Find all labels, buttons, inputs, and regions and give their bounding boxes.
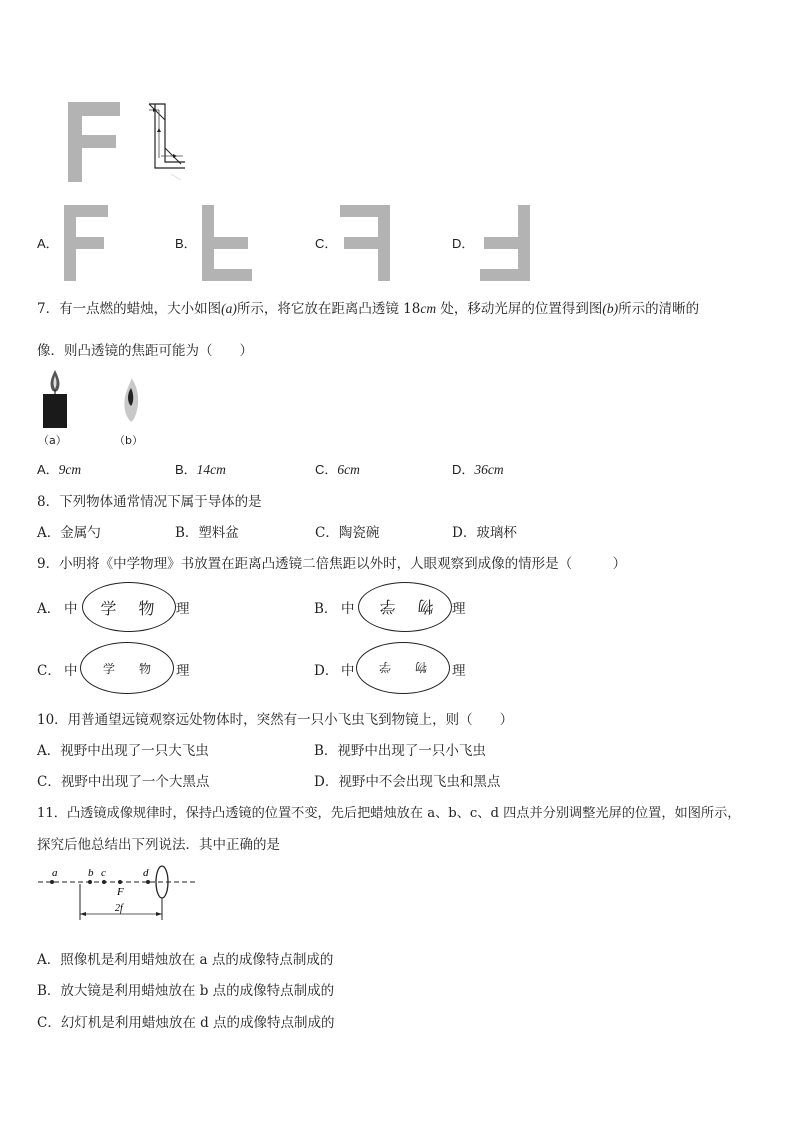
q10-option-d: D．视野中不会出现飞虫和黑点 <box>314 774 501 790</box>
letter-f-original <box>66 100 126 186</box>
q9-option-c-image-text: 学 物 <box>102 662 151 676</box>
q7-option-a: A．9cm <box>37 462 82 477</box>
lens-axis-diagram <box>38 860 203 924</box>
point-a-label: a <box>52 867 58 879</box>
focus-f-label: F <box>117 886 124 898</box>
figure-b-label: （b） <box>114 434 143 447</box>
q7-option-d: D．36cm <box>452 462 504 477</box>
q9-option-c-right-char: 理 <box>176 663 190 679</box>
q6-option-c-figure <box>338 203 392 283</box>
q9-option-b-right-char: 理 <box>452 601 466 617</box>
candle-figure-a <box>40 368 70 430</box>
q11-option-b: B．放大镜是利用蜡烛放在 b 点的成像特点制成的 <box>37 983 335 999</box>
point-b-label: b <box>88 867 94 879</box>
q8-option-a: A．金属勺 <box>37 525 101 541</box>
q11-stem-line1: 11．凸透镜成像规律时，保持凸透镜的位置不变，先后把蜡烛放在 a、b、c、d 四点并分别调整光屏的位置，如图所示， <box>37 806 741 821</box>
two-f-label: 2f <box>115 903 123 914</box>
q6-option-b-letter: B． <box>175 236 197 251</box>
q9-option-d-letter: D． <box>314 663 339 679</box>
q6-option-a-figure <box>62 203 110 283</box>
q7-option-b: B．14cm <box>175 462 226 477</box>
q10-stem: 10．用普通望远镜观察远处物体时，突然有一只小飞虫飞到物镜上，则（ ） <box>37 712 514 728</box>
q6-option-c-letter: C． <box>315 236 338 251</box>
q9-option-d-right-char: 理 <box>452 663 466 679</box>
q10-option-a: A．视野中出现了一只大飞虫 <box>37 743 209 759</box>
q7-option-c: C．6cm <box>315 462 360 477</box>
q9-option-c-left-char: 中 <box>64 663 78 679</box>
figure-a-label: （a） <box>38 434 67 447</box>
q6-option-d-figure <box>478 203 532 283</box>
q9-option-a-left-char: 中 <box>64 601 78 617</box>
q9-option-a-image-text: 学 物 <box>100 599 158 618</box>
q9-option-d-left-char: 中 <box>341 663 355 679</box>
q9-option-b-left-char: 中 <box>341 601 355 617</box>
q10-option-b: B．视野中出现了一只小飞虫 <box>314 743 486 759</box>
q8-option-c: C．陶瓷碗 <box>315 525 380 541</box>
q9-option-a-right-char: 理 <box>176 601 190 617</box>
q9-option-d-image-text: 物 学 <box>379 660 428 674</box>
q11-stem-line2: 探究后他总结出下列说法．其中正确的是 <box>37 837 280 853</box>
q8-option-d: D．玻璃杯 <box>452 525 517 541</box>
point-c-label: c <box>101 867 106 879</box>
q11-option-a: A．照像机是利用蜡烛放在 a 点的成像特点制成的 <box>37 952 334 968</box>
q9-stem: 9．小明将《中学物理》书放置在距离凸透镜二倍焦距以外时，人眼观察到成像的情形是（ ） <box>37 556 627 572</box>
q6-option-d-letter: D． <box>452 236 475 251</box>
q9-option-a-letter: A． <box>37 601 61 617</box>
q9-option-c-letter: C． <box>37 663 61 679</box>
q10-option-c: C．视野中出现了一个大黑点 <box>37 774 210 790</box>
q6-option-a-letter: A． <box>37 236 59 251</box>
point-d-label: d <box>143 867 149 879</box>
q11-option-c: C．幻灯机是利用蜡烛放在 d 点的成像特点制成的 <box>37 1015 335 1031</box>
q7-stem-line1: 7．有一点燃的蜡烛，大小如图(a)所示，将它放在距离凸透镜 18cm 处，移动光屏的位置得到图(b)所示的清晰的 <box>37 301 700 317</box>
q9-option-b-letter: B． <box>314 601 338 617</box>
candle-image-figure-b <box>120 376 142 426</box>
q6-option-b-figure <box>200 203 254 283</box>
q8-option-b: B．塑料盆 <box>175 525 239 541</box>
q8-stem: 8．下列物体通常情况下属于导体的是 <box>37 494 262 510</box>
q7-stem-line2: 像．则凸透镜的焦距可能为（ ） <box>37 343 253 359</box>
periscope-diagram <box>145 98 195 186</box>
q9-option-b-image-text: 物 学 <box>376 597 434 616</box>
